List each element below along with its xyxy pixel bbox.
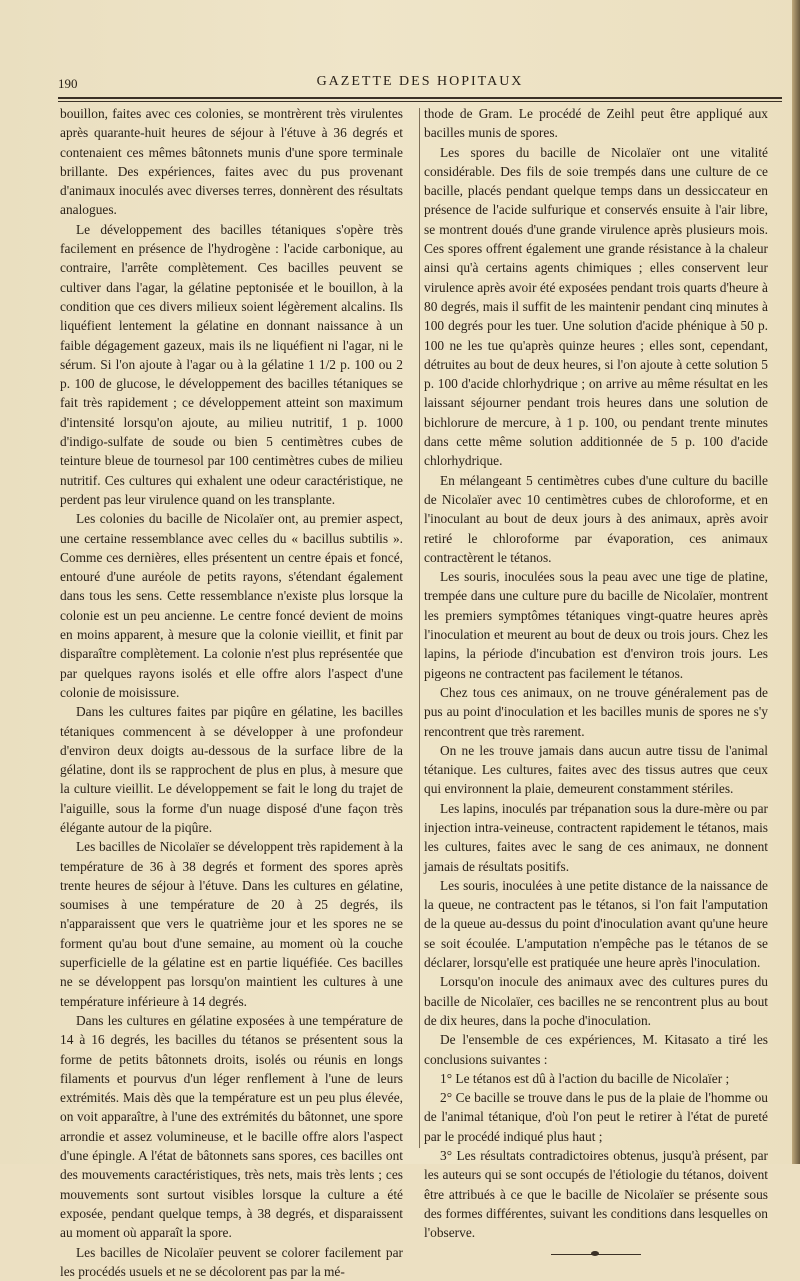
end-ornament [551,1249,641,1259]
header-rule-thin [58,101,782,102]
page-number: 190 [58,76,78,91]
paragraph: Les lapins, inoculés par trépanation sous la dure-mère ou par injection intra-veineuse, contractent rapidement le tétanos, mais les cultures, faites avec le sang de ces animaux, ne donnent jamais de résultats positifs. [424,800,768,874]
paragraph: thode de Gram. Le procédé de Zeihl peut être appliqué aux bacilles munis de spores. [424,106,768,141]
paragraph: bouillon, faites avec ces colonies, se montrèrent très virulentes après quarante-huit heures de séjour à l'étuve à 36 degrés et contenaient ces mêmes bâtonnets munis d'une spore terminale brillante. Des expériences, faites avec du pus provenant d'animaux inoculés avec diverses terres, donnèrent des résultats analogues. [60,106,403,218]
page-binding-edge [792,0,800,1164]
paragraph: Les colonies du bacille de Nicolaïer ont, au premier aspect, une certaine ressemblance avec celles du « bacillus subtilis ». Comme ces dernières, elles présentent un centre épais et foncé, entouré d'une auréole de petits rayons, s'étendant également dans tous les sens. Cette ressemblance n'existe plus lorsque la colonie est un peu ancienne. Le centre foncé devient de moins en moins apparent, à mesure que la colonie vieillit, et finit par disparaître complètement. La colonie n'est plus représentée que par quelques rayons isolés et elle offre alors l'aspect d'une colonie de moisissure. [60,511,403,700]
paragraph: Les souris, inoculées sous la peau avec une tige de platine, trempée dans une culture pure du bacille de Nicolaïer, montrent les premiers symptômes tétaniques vingt-quatre heures après l'inoculation et meurent au bout de deux ou trois jours. Chez les lapins, la période d'incubation est d'environ trois jours. Les pigeons ne contractent pas facilement le tétanos. [424,569,768,681]
paragraph: Dans les cultures en gélatine exposées à une température de 14 à 16 degrés, les bacilles du tétanos se présentent sous la forme de petits bâtonnets droits, isolés ou réunis en longs filaments et pourvus d'un léger renflement à l'une de leurs extrémités. Mais dès que la température est un peu plus élevée, on voit apparaître, à l'une des extrémités du bâtonnet, une spore arrondie et assez volumineuse, et le bacille offre alors l'aspect d'une épingle. A l'état de bâtonnets sans spores, ces bacilles ont des mouvements caractéristiques, très nets, mais très lents ; ces mouvements sont surtout visibles lorsque la culture a été exposée, pendant quelque temps, à 38 degrés, et disparaissent au moment où apparaît la spore. [60,1012,403,1241]
page-header [58,72,782,94]
conclusion-item: 1° Le tétanos est dû à l'action du bacille de Nicolaïer ; [440,1070,730,1086]
paragraph: De l'ensemble de ces expériences, M. Kitasato a tiré les conclusions suivantes : [424,1032,768,1067]
paragraph: Le développement des bacilles tétaniques s'opère très facilement en présence de l'hydrogène : l'acide carbonique, au contraire, l'arrête complètement. Ces bacilles peuvent se cultiver dans l'agar, la gélatine peptonisée et le bouillon, à la condition que ces divers milieux soient légèrement alcalins. Ils liquéfient lentement la gélatine en donnant naissance à un faible dégagement gazeux, mais ils ne liquéfient ni l'agar, ni le sérum. Si l'on ajoute à l'agar ou à la gélatine 1 1/2 p. 100 ou 2 p. 100 de glucose, le développement des bacilles tétaniques se fait très rapidement ; ce développement atteint son maximum d'intensité lorsqu'on ajoute, au milieu nutritif, 1 p. 1000 d'indigo-sulfate de soude ou bien 5 centimètres cubes de teinture bleue de tournesol par 100 centimètres cubes de milieu nutritif. Ces cultures qui exhalent une odeur caractéristique, ne perdent pas leur virulence quand on les transplante. [60,221,403,507]
paragraph: Les souris, inoculées à une petite distance de la naissance de la queue, ne contractent pas le tétanos, si l'on fait l'amputation de la queue au-dessus du point d'inoculation avant qu'une heure se soit écoulée. L'amputation n'empêche pas le tétanos de se déclarer, lorsqu'elle est pratiquée une heure après l'inoculation. [424,877,768,971]
paragraph: Les bacilles de Nicolaïer peuvent se colorer facilement par les procédés usuels et ne se décolorent pas par la mé- [60,1244,403,1279]
paragraph: Lorsqu'on inocule des animaux avec des cultures pures du bacille de Nicolaïer, ces bacilles ne se rencontrent plus au bout de dix heures, dans la poche d'inoculation. [424,974,768,1028]
paragraph: Les bacilles de Nicolaïer se développent très rapidement à la température de 36 à 38 degrés et forment des spores après trente heures de séjour à l'étuve. Dans les cultures en gélatine, soumises à une température de 20 à 25 degrés, ils n'apparaissent que vers le quatrième jour et les spores ne se forment qu'au bout d'une semaine, au moment où la couche superficielle de la gélatine est en partie liquéfiée. Ces bacilles ne se développent pas lorsqu'on maintient les cultures à une température inférieure à 14 degrés. [60,839,403,1009]
header-rule-thick [58,97,782,99]
paragraph: On ne les trouve jamais dans aucun autre tissu de l'animal tétanique. Les cultures, faites avec des tissus autres que ceux qui environnent la plaie, demeurent constamment stériles. [424,742,768,797]
left-column [60,104,403,1281]
column-divider [419,108,420,1148]
journal-title: GAZETTE DES HOPITAUX [316,74,524,89]
paragraph: Les spores du bacille de Nicolaïer ont une vitalité considérable. Des fils de soie trempés dans une culture de ce bacille, placés pendant quelque temps dans un dessiccateur en présence de l'acide sulfurique et conservés ensuite à l'air libre, se montrent doués d'une grande virulence après plusieurs mois. Ces spores offrent également une grande résistance à la chaleur ainsi qu'à certains agents chimiques ; elles conservent leur virulence après avoir été exposées pendant trois quarts d'heure à 80 degrés, mais il suffit de les maintenir pendant cinq minutes à 100 degrés pour les tuer. Une solution d'acide phénique à 50 p. 100 ne les tue qu'après quinze heures ; elles sont, cependant, détruites au bout de deux heures, si l'on ajoute à cette solution 5 p. 100 d'acide chlorhydrique ; on arrive au même résultat en les laissant séjourner pendant trois heures dans une solution de bichlorure de mercure, à 1 p. 100, ou pendant trente minutes dans cette même solution additionnée de 5 p. 100 d'acide chlorhydrique. [424,144,768,469]
paragraph: Dans les cultures faites par piqûre en gélatine, les bacilles tétaniques commencent à se développer à une profondeur d'environ deux doigts au-dessous de la surface libre de la gélatine, dont ils se rapprochent de plus en plus, à mesure que la culture vieillit. Le développement se fait le long du trajet de l'aiguille, sous la forme d'un nuage disposé d'une façon très élégante autour de la piqûre. [60,704,403,835]
right-column [424,104,768,1259]
conclusion-item: 3° Les résultats contradictoires obtenus, jusqu'à présent, par les auteurs qui se sont occupés de l'étiologie du tétanos, doivent être attribués à ce que le bacille de Nicolaïer se présente sous des formes différentes, suivant les conditions dans lesquelles on l'observe. [424,1148,768,1241]
ornament-mark [591,1251,599,1256]
paragraph: En mélangeant 5 centimètres cubes d'une culture du bacille de Nicolaïer avec 10 centimètres cubes de chloroforme, et en l'inoculant au bout de deux jours à des animaux, après avoir retiré le chloroforme par évaporation, ces animaux contractèrent le tétanos. [424,472,768,565]
paragraph: Chez tous ces animaux, on ne trouve généralement pas de pus au point d'inoculation et les bacilles munis de spores ne s'y rencontrent que très rarement. [424,684,768,739]
conclusion-item: 2° Ce bacille se trouve dans le pus de la plaie de l'homme ou de l'animal tétanique, d'où l'on peut le retirer à l'état de pureté par le procédé indiqué plus haut ; [424,1090,768,1144]
